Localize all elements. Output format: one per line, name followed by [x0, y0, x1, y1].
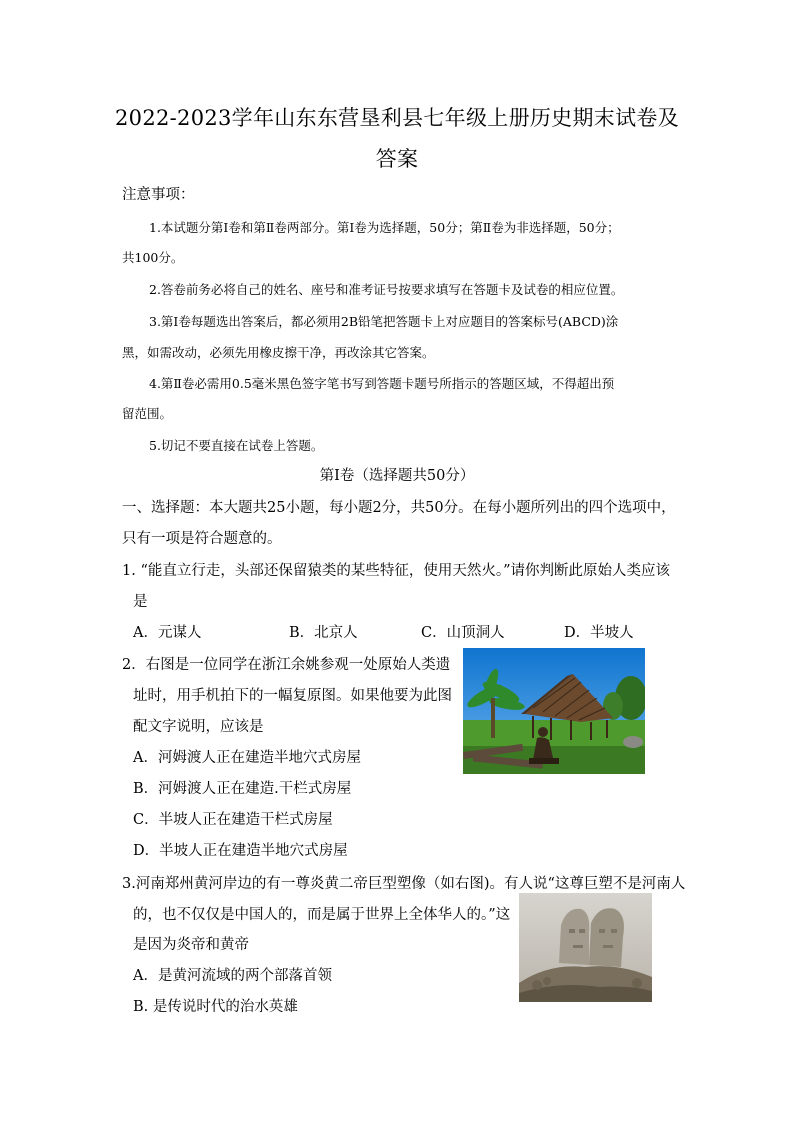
exam-title-line1: 2022-2023学年山东东营垦利县七年级上册历史期末试卷及	[115, 106, 679, 130]
note-3a: 3.第Ⅰ卷每题选出答案后，都必须用2B铅笔把答题卡上对应题目的答案标号(ABCD)涂	[149, 314, 619, 329]
q2-option-a: A．河姆渡人正在建造半地穴式房屋	[133, 750, 361, 766]
q1-stem-a: 1. “能直立行走，头部还保留猿类的某些特征，使用天然火。”请你判断此原始人类应该	[122, 563, 671, 579]
section-intro-b: 只有一项是符合题意的。	[122, 531, 282, 547]
hemudu-stilt-house-photo	[463, 648, 645, 774]
q2-stem-c: 配文字说明，应该是	[133, 719, 264, 735]
q2-stem-a: 2．右图是一位同学在浙江余姚参观一处原始人类遗	[122, 657, 451, 673]
q2-option-c: C．半坡人正在建造干栏式房屋	[133, 812, 333, 828]
q1-stem-b: 是	[133, 594, 148, 610]
q2-stem-b: 址时，用手机拍下的一幅复原图。如果他要为此图	[133, 688, 452, 704]
note-4a: 4.第Ⅱ卷必需用0.5毫米黑色签字笔书写到答题卡题号所指示的答题区域，不得超出预	[149, 376, 615, 391]
note-1b: 共100分。	[122, 250, 184, 265]
q2-option-d: D．半坡人正在建造半地穴式房屋	[133, 843, 348, 859]
q1-option-a: A．元谋人	[133, 625, 202, 641]
q3-option-a: A．是黄河流域的两个部落首领	[133, 968, 332, 984]
note-5: 5.切记不要直接在试卷上答题。	[149, 438, 324, 453]
q3-option-b: B. 是传说时代的治水英雄	[133, 999, 298, 1015]
q1-option-d: D．半坡人	[564, 625, 634, 641]
exam-title-line2: 答案	[375, 147, 419, 171]
section-intro-a: 一、选择题：本大题共25小题，每小题2分，共50分。在每小题所列出的四个选项中，	[122, 500, 676, 516]
note-2: 2.答卷前务必将自己的姓名、座号和准考证号按要求填写在答题卡及试卷的相应位置。	[149, 282, 624, 297]
q3-stem-c: 是因为炎帝和黄帝	[133, 937, 249, 953]
yan-huang-statue-photo	[519, 893, 652, 1002]
q2-option-b: B．河姆渡人正在建造.干栏式房屋	[133, 781, 352, 797]
section-heading: 第Ⅰ卷（选择题共50分）	[319, 468, 475, 484]
q1-option-b: B．北京人	[289, 625, 358, 641]
q3-stem-b: 的，也不仅仅是中国人的，而是属于世界上全体华人的。”这	[133, 907, 511, 923]
note-4b: 留范围。	[122, 406, 173, 421]
note-3b: 黑，如需改动，必须先用橡皮擦干净，再改涂其它答案。	[122, 345, 435, 360]
notes-heading: 注意事项：	[122, 187, 195, 203]
note-1a: 1.本试题分第Ⅰ卷和第Ⅱ卷两部分。第Ⅰ卷为选择题，50分；第Ⅱ卷为非选择题，50分；	[149, 220, 620, 235]
q3-stem-a: 3.河南郑州黄河岸边的有一尊炎黄二帝巨型塑像（如右图)。有人说“这尊巨塑不是河南人	[122, 876, 686, 892]
q1-option-c: C．山顶洞人	[421, 625, 505, 641]
